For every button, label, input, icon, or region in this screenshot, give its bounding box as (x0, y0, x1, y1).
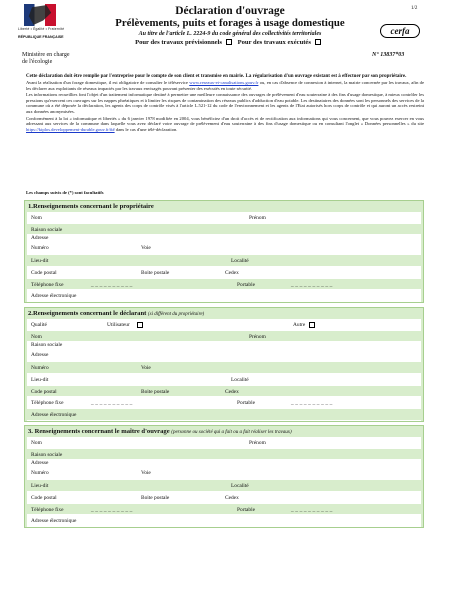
s2-row-lieudit[interactable] (27, 374, 421, 386)
form-header (0, 0, 450, 74)
s2-cedex-label: Cedex (225, 388, 239, 395)
s3-portable-dashes: __________ (291, 506, 334, 513)
s2-prenom-label: Prénom (249, 333, 266, 340)
s3-email-label: Adresse électronique (31, 518, 77, 525)
s2-row-qualite[interactable] (27, 319, 421, 331)
s1-prenom-label: Prénom (249, 215, 266, 221)
s3-bp-label: Boite postale (141, 495, 170, 502)
s1-portable-label: Portable (237, 281, 255, 288)
s3-row-cp[interactable] (27, 492, 421, 504)
s3-row-lieudit[interactable] (27, 480, 421, 492)
s3-raison-label: Raison sociale (31, 451, 63, 458)
s3-tel-dashes: __________ (91, 506, 134, 513)
form-number: N° 13837*03 (372, 52, 405, 58)
s3-numero-label: Numéro (31, 470, 49, 477)
s2-autre-label: Autre (293, 322, 306, 328)
s2-row-raison[interactable] (27, 342, 421, 362)
s2-row-email[interactable] (27, 409, 421, 421)
s2-row-cp[interactable] (27, 386, 421, 398)
s2-row-nom[interactable] (27, 331, 421, 343)
s2-tel-dashes: __________ (91, 400, 134, 407)
check-previsionnels-checkbox[interactable] (226, 39, 232, 45)
s2-voie-label: Voie (141, 365, 151, 372)
works-type-row (100, 38, 360, 47)
section-2-hint: (si différent du propriétaire) (147, 312, 205, 317)
intro-p3-pre: Conformément à la loi « informatique et libertés » du 6 janvier 1978 modifiée en 2004, vous bénéficiez d'un droit d'accès et de rectification aux informations qui vous concernent, que vous pouvez exercer en vous adressant aux services de la commune dans laquelle vous avez déclaré votre ouvrage de prélèvement d'eau souterraine à des fins d'usage domestique ou en consultant l'onglet « Données personnelles » du site (26, 115, 424, 127)
intro-paragraph-1 (26, 80, 424, 91)
section-2-title (25, 308, 423, 319)
s3-row-adresse[interactable] (27, 460, 421, 480)
s3-portable-label: Portable (237, 506, 255, 513)
logo-devise: Liberté • Égalité • Fraternité (18, 27, 65, 31)
intro-text (26, 74, 424, 133)
s2-utilisateur-label: Utilisateur (107, 322, 130, 328)
s1-tel-label: Téléphone fixe (31, 281, 64, 288)
s1-tel-dashes: __________ (91, 281, 134, 288)
s1-email-label: Adresse électronique (31, 293, 77, 300)
s1-row-adresse[interactable] (27, 235, 421, 255)
section-2-title-text: 2.Renseignements concernant le déclarant (28, 310, 147, 317)
form-title: Déclaration d'ouvrage (175, 5, 285, 17)
republique-francaise-logo (18, 4, 65, 39)
s2-raison-label: Raison sociale (31, 342, 63, 349)
s1-row-email[interactable] (27, 290, 421, 302)
section-3-hint: (personne ou société qui a fait ou a fait réaliser les travaux) (171, 430, 292, 435)
ministry-line2: de l'écologie (22, 59, 53, 65)
s1-cedex-label: Cedex (225, 270, 239, 277)
s1-row-raison[interactable] (27, 224, 421, 236)
check-executes-checkbox[interactable] (315, 39, 321, 45)
s1-bp-label: Boite postale (141, 270, 170, 277)
s2-lieudit-label: Lieu-dit (31, 377, 49, 384)
s1-localite-label: Localité (231, 258, 249, 265)
s1-voie-label: Voie (141, 245, 151, 252)
intro-bold: Cette déclaration doit être remplie par l'entreprise pour le compte de son client et transmise en mairie. La régularisation d'un ouvrage existant est à effectuer par son propriétaire. (26, 74, 407, 79)
s1-row-cp[interactable] (27, 267, 421, 279)
s2-utilisateur-checkbox[interactable] (137, 322, 143, 328)
section-declarant (24, 307, 424, 422)
s1-row-nom[interactable] (27, 212, 421, 224)
s1-raison-label: Raison sociale (31, 226, 63, 233)
s2-adresse-label: Adresse (31, 352, 49, 359)
s1-lieudit-label: Lieu-dit (31, 258, 49, 265)
s3-row-tel[interactable] (27, 504, 421, 516)
ministry-label (22, 52, 102, 66)
ministry-line1: Ministère en charge (22, 52, 70, 58)
page-number: 1/2 (411, 6, 418, 11)
s1-nom-label: Nom (31, 215, 42, 221)
check-previsionnels-label: Pour des travaux prévisionnels (135, 39, 222, 46)
s2-row-tel[interactable] (27, 397, 421, 409)
intro-paragraph-2: Les informations recueillies font l'objet d'un traitement informatique destiné à permettre une meilleure connaissance des ouvrages de prélèvement d'eau souterraine à des fins d'usage domestique, à mieux contrôler les pressions qu'exercent ces ouvrages sur les nappes phréatiques et à limiter les risques de contamination des réseaux publics d'adduction d'eau potable. Les destinataires des données sont les personnels des services de la commune où a été déposée la déclaration, les agents des corps de contrôle visés à l'article L.521-12 du code de l'environnement et les agents de l'Etat autorisés hors corps de contrôle et qui auront un accès restreint aux données anonymisées. (26, 92, 424, 114)
s3-row-nom[interactable] (27, 437, 421, 449)
intro-p1-pre: Avant la réalisation d'un forage domestique, il est obligatoire de consulter le téléservice (26, 80, 188, 85)
s3-voie-label: Voie (141, 470, 151, 477)
s3-cedex-label: Cedex (225, 495, 239, 502)
check-executes-label: Pour des travaux exécutés (237, 39, 311, 46)
s2-portable-label: Portable (237, 400, 255, 407)
s3-prenom-label: Prénom (249, 440, 266, 446)
legal-reference: Au titre de l'article L. 2224-9 du code général des collectivités territoriales (138, 31, 322, 37)
s3-row-raison[interactable] (27, 449, 421, 461)
s2-qualite-label: Qualité (31, 322, 47, 328)
s1-row-lieudit[interactable] (27, 255, 421, 267)
s1-numero-label: Numéro (31, 245, 49, 252)
intro-paragraph-3 (26, 116, 424, 133)
required-note: Les champs suivis de (*) sont facultatifs (26, 190, 104, 195)
title-block (100, 5, 360, 47)
s3-row-email[interactable] (27, 515, 421, 527)
reseaux-link[interactable]: www.reseaux-et-canalisations.gouv.fr (189, 80, 259, 85)
s1-cp-label: Code postal (31, 270, 57, 277)
s3-nom-label: Nom (31, 440, 42, 446)
s2-cp-label: Code postal (31, 388, 57, 395)
s2-numero-label: Numéro (31, 365, 49, 372)
cerfa-logo: cerfa (380, 24, 420, 38)
s3-lieudit-label: Lieu-dit (31, 483, 49, 490)
s2-localite-label: Localité (231, 377, 249, 384)
s2-portable-dashes: __________ (291, 400, 334, 407)
s3-cp-label: Code postal (31, 495, 57, 502)
intro-p1-post: ou, en cas d'absence de connexion à internet, la mairie concernée par les travaux, afin de les déclarer aux exploitants de réseaux impactés par les travaux envisagés pouvant présenter des exécutés en toute sécurité. (26, 80, 424, 91)
s3-tel-label: Téléphone fixe (31, 506, 64, 513)
s1-row-tel[interactable] (27, 279, 421, 291)
intro-p3-post: dans le cas d'une télé-déclaration. (115, 126, 178, 132)
logo-republique: RÉPUBLIQUE FRANÇAISE (18, 35, 64, 39)
section-maitre-ouvrage (24, 425, 424, 528)
s1-portable-dashes: __________ (291, 281, 334, 288)
section-3-title (25, 426, 423, 437)
s2-bp-label: Boite postale (141, 388, 170, 395)
section-proprietaire (24, 200, 424, 303)
s1-adresse-label: Adresse (31, 235, 49, 242)
s2-row-numero[interactable] (27, 362, 421, 374)
form-subtitle: Prélèvements, puits et forages à usage domestique (115, 17, 345, 29)
section-1-title: 1.Renseignements concernant le propriétaire (25, 201, 423, 212)
s3-adresse-label: Adresse (31, 460, 49, 467)
s2-nom-label: Nom (31, 333, 42, 340)
kiplos-link[interactable]: https://kiplos.developpement-durable.gouv.fr/## (26, 126, 115, 132)
section-3-title-text: 3. Renseignements concernant le maître d'ouvrage (28, 428, 170, 435)
s2-autre-checkbox[interactable] (309, 322, 315, 328)
s2-email-label: Adresse électronique (31, 412, 77, 419)
s3-localite-label: Localité (231, 483, 249, 490)
s2-tel-label: Téléphone fixe (31, 400, 64, 407)
